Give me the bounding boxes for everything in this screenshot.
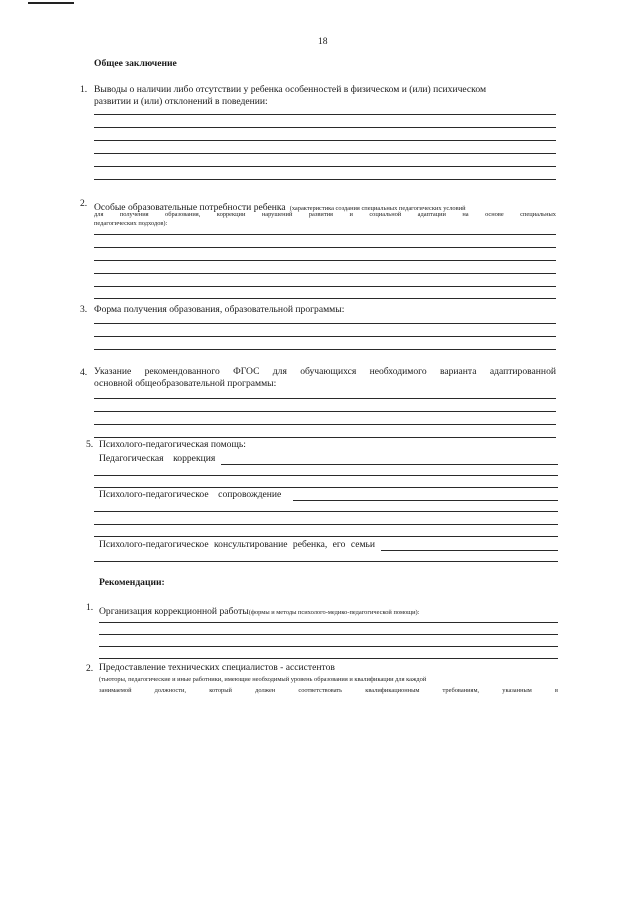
recommendation-1-note: (формы и методы психолого-медико-педагогической помощи):	[248, 609, 420, 616]
item-number: 2.	[80, 198, 88, 209]
item-number: 1.	[80, 84, 88, 95]
answer-line[interactable]	[99, 646, 558, 647]
answer-line[interactable]	[381, 541, 558, 551]
item-number: 2.	[86, 663, 94, 674]
answer-line[interactable]	[94, 437, 556, 438]
recommendation-1-line	[99, 601, 419, 619]
answer-line[interactable]	[94, 298, 556, 299]
answer-line[interactable]	[94, 114, 556, 115]
answer-line[interactable]	[94, 260, 556, 261]
item-1-text-line1: Выводы о наличии либо отсутствии у ребенка особенностей в физическом и (или) психическом	[94, 84, 487, 95]
item-5-text: Психолого-педагогическая помощь:	[99, 439, 246, 450]
scan-artifact	[28, 2, 74, 4]
answer-line[interactable]	[94, 234, 556, 235]
item-5-row-consult	[99, 539, 558, 551]
answer-line[interactable]	[94, 511, 558, 512]
answer-line[interactable]	[94, 398, 556, 399]
answer-line[interactable]	[94, 153, 556, 154]
answer-line[interactable]	[94, 179, 556, 180]
answer-line[interactable]	[94, 336, 556, 337]
section-heading: Общее заключение	[94, 58, 177, 69]
item-number: 4.	[80, 367, 88, 378]
answer-line[interactable]	[94, 247, 556, 248]
answer-line[interactable]	[221, 455, 558, 465]
answer-line[interactable]	[94, 411, 556, 412]
recommendation-2-note-line2: занимаемой должности, который должен соответствовать квалификационным требованиям, указанным в	[99, 687, 558, 694]
item-number: 3.	[80, 304, 88, 315]
answer-line[interactable]	[94, 273, 556, 274]
item-1-text-line2: развитии и (или) отклонений в поведении:	[94, 96, 268, 107]
answer-line[interactable]	[99, 658, 558, 659]
item-3-text: Форма получения образования, образовательной программы:	[94, 304, 345, 315]
answer-line[interactable]	[94, 323, 556, 324]
item-number: 5.	[86, 439, 94, 450]
recommendations-heading: Рекомендации:	[99, 577, 165, 588]
page-number: 18	[318, 36, 328, 47]
item-2-note-line3: педагогических подходов):	[94, 220, 168, 227]
answer-line[interactable]	[94, 475, 558, 476]
answer-line[interactable]	[99, 622, 558, 623]
answer-line[interactable]	[94, 487, 558, 488]
recommendation-1-text: Организация коррекционной работы	[99, 606, 249, 617]
item-4-text-line1: Указание рекомендованного ФГОС для обучающихся необходимого варианта адаптированной	[94, 366, 556, 377]
item-5-row-support	[99, 489, 558, 501]
answer-line[interactable]	[293, 491, 558, 501]
answer-line[interactable]	[94, 166, 556, 167]
recommendation-2-note-line1: (тьюторы, педагогические и иные работники, имеющие необходимый уровень образования и квалификации для каждой	[99, 676, 427, 683]
answer-line[interactable]	[94, 536, 558, 537]
item-4-text-line2: основной общеобразовательной программы:	[94, 378, 277, 389]
item-5-row-correction	[99, 453, 558, 465]
answer-line[interactable]	[94, 424, 556, 425]
item-2-note-line2: для получения образования, коррекции нарушений развития и социальной адаптации на основе специальных	[94, 211, 556, 218]
item-5-sub1: Педагогическая коррекция	[99, 453, 216, 464]
answer-line[interactable]	[94, 524, 558, 525]
answer-line[interactable]	[94, 561, 558, 562]
item-5-sub2: Психолого-педагогическое сопровождение	[99, 489, 282, 500]
answer-line[interactable]	[99, 634, 558, 635]
item-number: 1.	[86, 602, 94, 613]
recommendation-2-text: Предоставление технических специалистов - ассистентов	[99, 662, 335, 673]
answer-line[interactable]	[94, 349, 556, 350]
answer-line[interactable]	[94, 140, 556, 141]
answer-line[interactable]	[94, 286, 556, 287]
item-2-note: (характеристика создания специальных педагогических условий	[289, 205, 466, 212]
item-5-sub3: Психолого-педагогическое консультирование ребенка, его семьи	[99, 539, 376, 550]
answer-line[interactable]	[94, 127, 556, 128]
item-2-text: Особые образовательные потребности ребенка	[94, 202, 286, 213]
